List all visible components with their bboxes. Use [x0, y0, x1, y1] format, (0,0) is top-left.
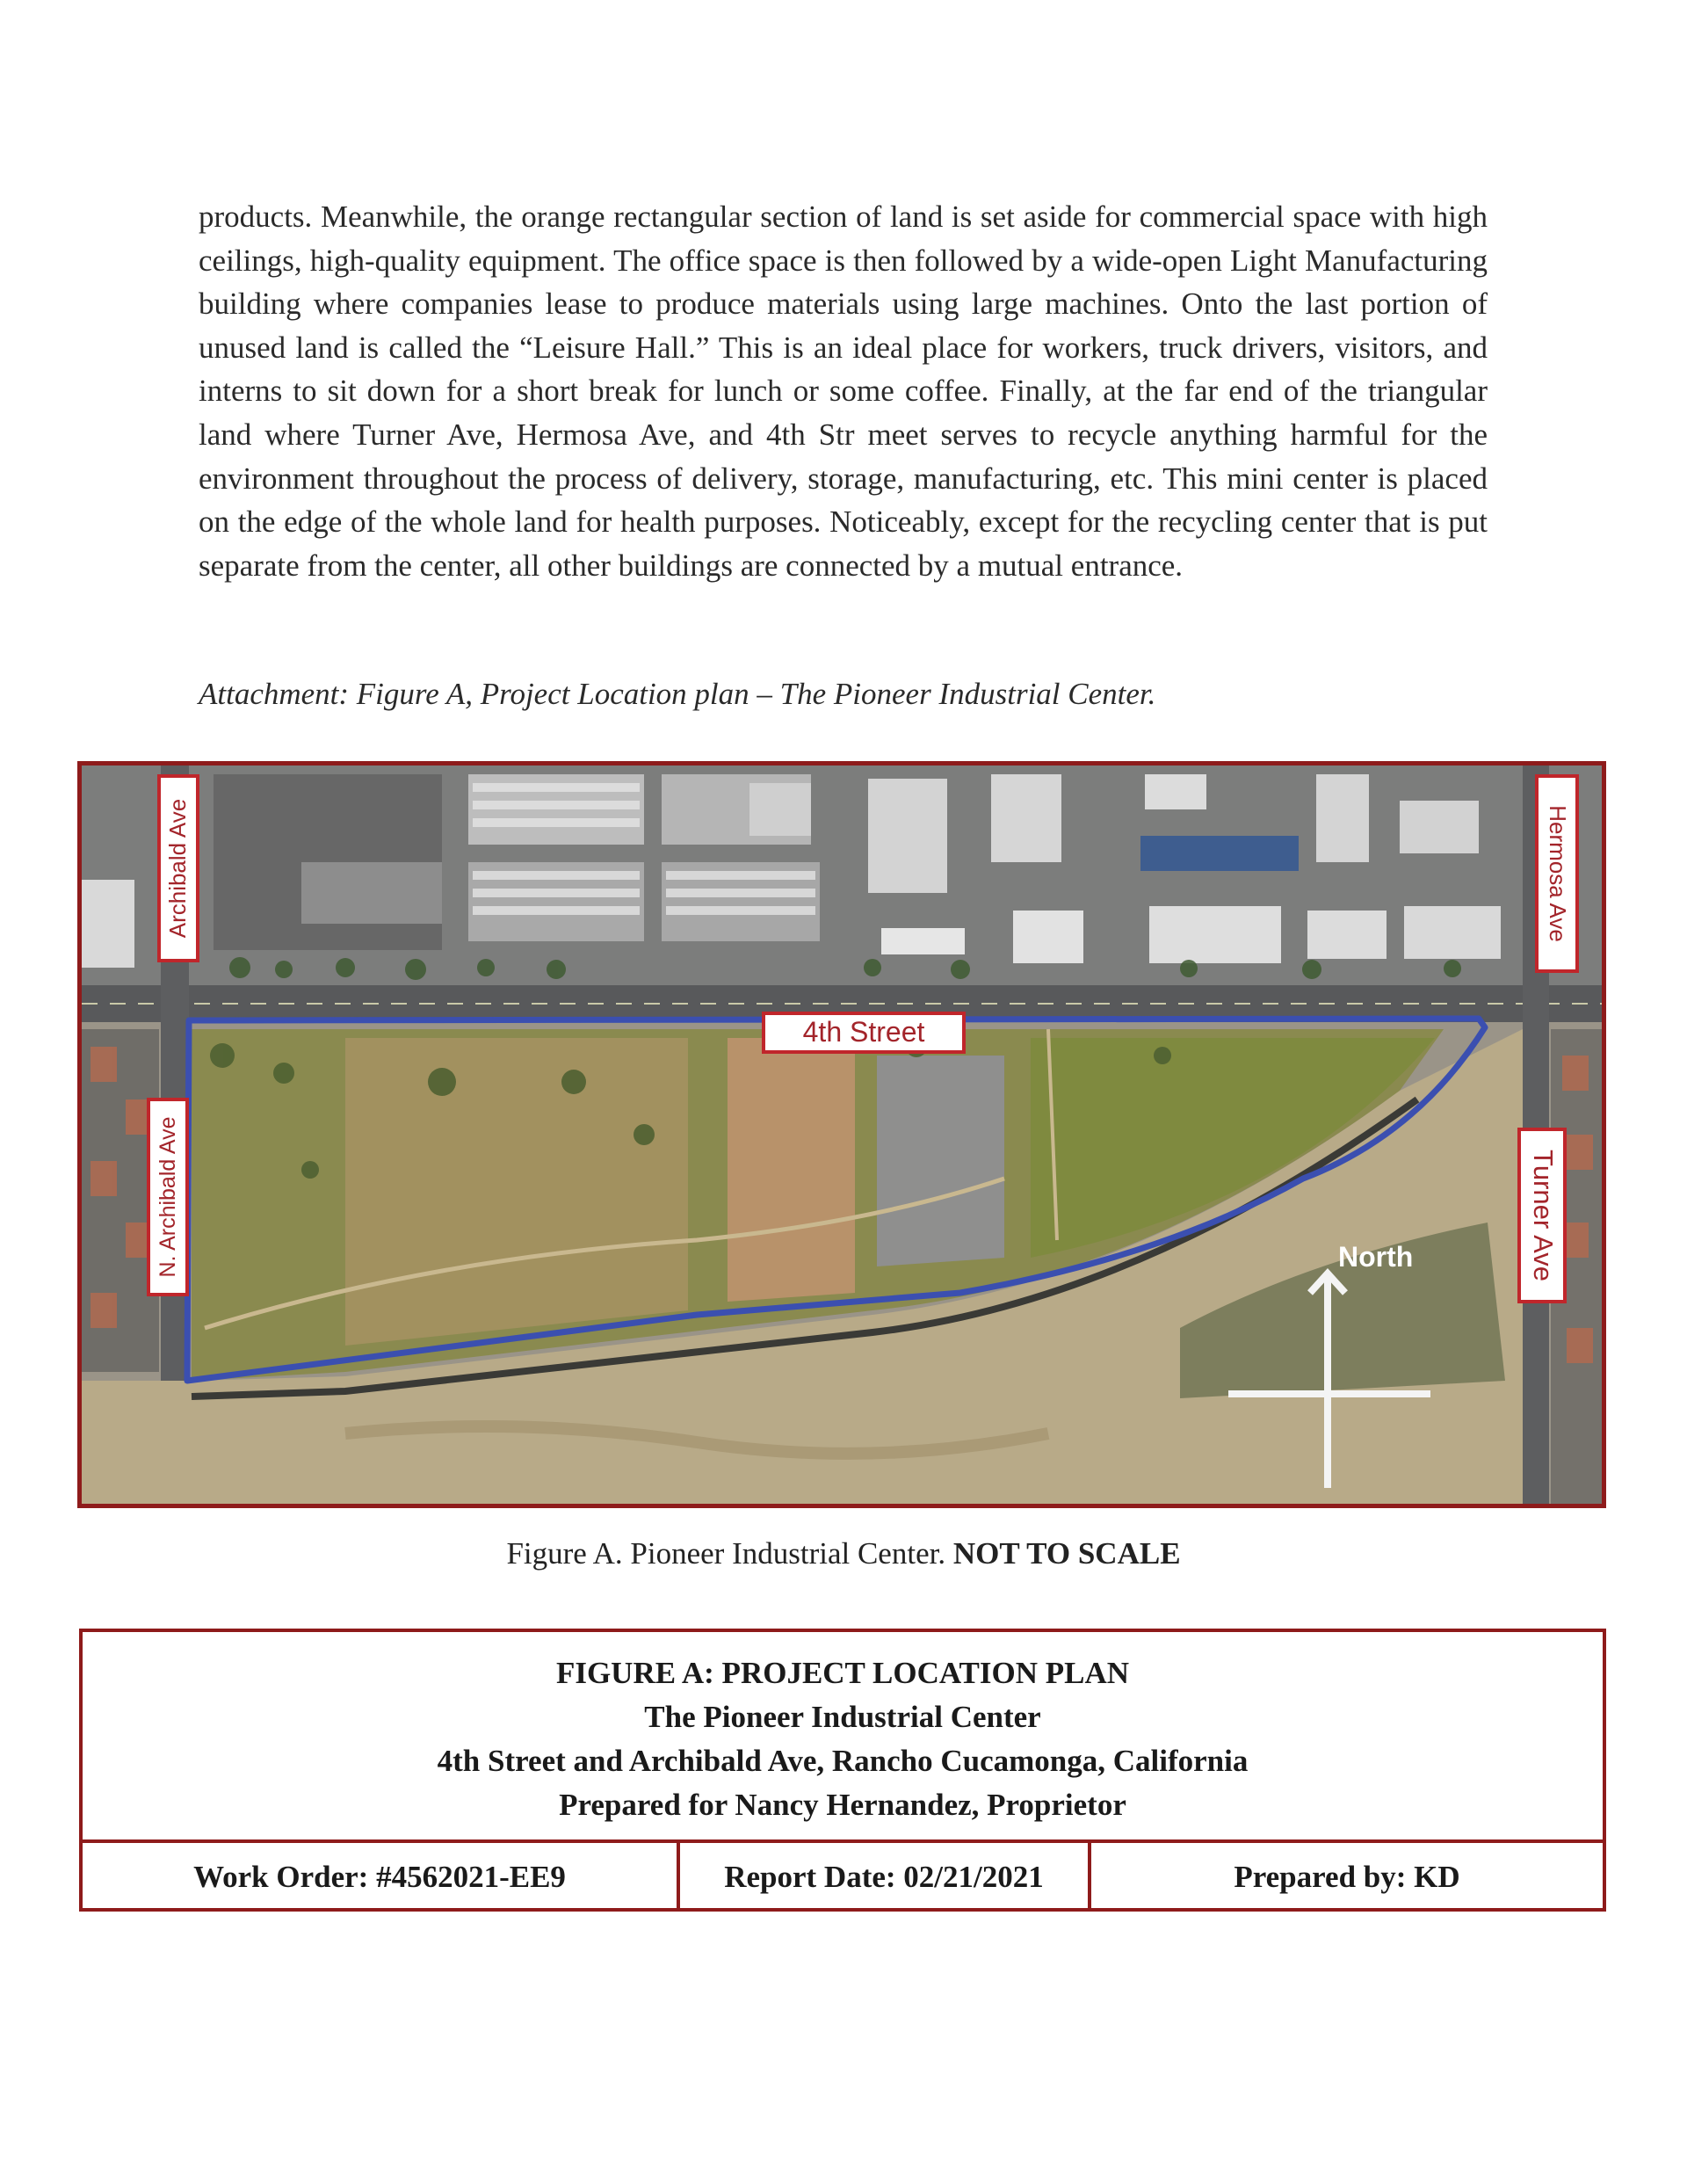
- title-block-footer: [83, 1843, 1603, 1912]
- turner-ave-label: [1519, 1129, 1565, 1302]
- hermosa-ave-text: Hermosa Ave: [1545, 805, 1571, 942]
- aerial-map-graphic: [82, 765, 1602, 1504]
- title-block-line4: Prepared for Nancy Hernandez, Proprietor: [559, 1788, 1126, 1822]
- caption-text: Figure A. Pioneer Industrial Center.: [506, 1536, 946, 1571]
- figure-caption: [0, 1536, 1687, 1571]
- body-paragraph: [199, 195, 1488, 587]
- attachment-note: Attachment: Figure A, Project Location plan – The Pioneer Industrial Center.: [199, 677, 1156, 711]
- fourth-street-label: [764, 1013, 964, 1052]
- work-order: Work Order: #4562021-EE9: [83, 1843, 680, 1912]
- title-block-header: [83, 1632, 1603, 1843]
- title-block-line2: The Pioneer Industrial Center: [644, 1700, 1041, 1734]
- aerial-map: [77, 761, 1606, 1508]
- n-archibald-ave-label: [148, 1099, 187, 1295]
- hermosa-ave-label: [1537, 776, 1577, 971]
- fourth-street-text: 4th Street: [802, 1016, 925, 1048]
- archibald-ave-text: Archibald Ave: [164, 798, 191, 939]
- body-paragraph-text: products. Meanwhile, the orange rectangular section of land is set aside for commercial space with high ceilings, high-quality equipment. The office space is then followed by a wide-open Light Manufacturing building where companies lease to produce materials using large machines. Onto the last portion of unused land is called the “Leisure Hall.” This is an ideal place for workers, truck drivers, visitors, and interns to sit down for a short break for lunch or some coffee. Finally, at the far end of the triangular land where Turner Ave, Hermosa Ave, and 4th Str meet serves to recycle anything harmful for the environment throughout the process of delivery, storage, manufacturing, etc. This mini center is placed on the edge of the whole land for health purposes. Noticeably, except for the recycling center that is put separate from the center, all other buildings are connected by a mutual entrance.: [199, 200, 1488, 583]
- title-block-line1: FIGURE A: PROJECT LOCATION PLAN: [555, 1656, 1130, 1690]
- title-block-line3: 4th Street and Archibald Ave, Rancho Cucamonga, California: [437, 1744, 1249, 1778]
- north-label: North: [1338, 1241, 1414, 1273]
- archibald-ave-label: [159, 776, 198, 961]
- report-date: Report Date: 02/21/2021: [680, 1843, 1091, 1912]
- caption-emphasis: NOT TO SCALE: [952, 1536, 1181, 1571]
- n-archibald-ave-text: N. Archibald Ave: [156, 1116, 180, 1278]
- prepared-by: Prepared by: KD: [1234, 1860, 1460, 1894]
- title-block: [79, 1629, 1606, 1912]
- turner-ave-text: Turner Ave: [1528, 1150, 1559, 1281]
